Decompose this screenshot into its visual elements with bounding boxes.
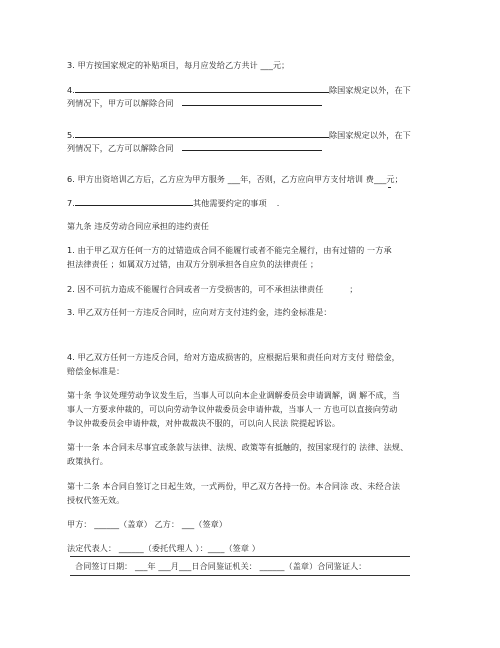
- clause-7-number: 7.: [67, 198, 75, 208]
- clause-4-line1: [67, 84, 411, 96]
- article-9-item-2: [67, 284, 358, 295]
- article-9-item-4-line2: 赔偿金标准是：: [67, 366, 125, 376]
- clause-5-line1: [67, 129, 411, 141]
- clause-5-line2: [67, 142, 322, 154]
- article-12-line2: 授权代签无效。: [67, 495, 125, 505]
- article-12-line1: 第十二条 本合同自签订之日起生效，一式两份，甲乙双方各持一份。本合同涂 改、未经合法: [67, 481, 401, 491]
- article-9-item-4-line1: 4. 甲乙双方任何一方违反合同，给对方造成损害的，应根据后果和责任向对方支付 赔偿金，: [67, 352, 400, 362]
- clause-5-text: 列情况下，乙方可以解除合同: [67, 143, 174, 153]
- signature-divider: [70, 556, 410, 557]
- clause-7-dot: .: [276, 198, 280, 208]
- article-10-line3: 争议仲裁委员会申请仲裁，对仲裁裁决不服的，可以向人民法 院提起诉讼。: [67, 418, 341, 428]
- signature-row-parties: 甲方： ______（盖章） 乙方： ___（签章）: [67, 519, 228, 529]
- clause-6-training: 6. 甲方出资培训乙方后，乙方应为甲方服务 ___年，否则，乙方应向甲方支付培训 费___元；: [67, 174, 403, 184]
- clause-4-blank: [75, 84, 329, 93]
- article-9-item-2-end: ；: [349, 284, 358, 294]
- clause-5-blank: [75, 129, 329, 138]
- signature-row-representative: 法定代表人： ______（委托代理人 ）：____（签章 ）: [67, 543, 260, 553]
- clause-7-blank: [75, 197, 193, 206]
- article-10-line2: 事人一方要求仲裁的，可以向劳动争议仲裁委员会申请仲裁，当事人一 方也可以直接向劳动: [67, 404, 398, 414]
- clause-4-line2: [67, 97, 322, 109]
- clause-5-suffix: 除国家规定以外，在下: [328, 130, 411, 140]
- article-9-item-1-line1: 1. 由于甲乙双方任何一方的过错造成合同不能履行或者不能完全履行，由有过错的 一方承: [67, 245, 392, 255]
- article-9-item-2-text: 2. 因不可抗力造成不能履行合同或者一方受损害的，可不承担法律责任: [67, 284, 324, 294]
- signature-row-date: 合同签订日期： ___年 ___月___日合同鉴证机关： ______（盖章）合同鉴证人：: [75, 561, 367, 571]
- clause-5-number: 5.: [67, 130, 75, 140]
- article-11-line2: 政策执行。: [67, 456, 108, 466]
- clause-4-text: 列情况下，甲方可以解除合同: [67, 98, 174, 108]
- article-9-item-1-line2: 担法律责任 ；如属双方过错，由双方分别承担各自应负的法律责任 ；: [67, 259, 319, 269]
- clause-4-blank-2: [182, 97, 322, 106]
- article-11-line1: 第十一条 本合同未尽事宜或条款与法律、法规、政策等有抵触的，按国家现行的 法律、法规、: [67, 442, 409, 452]
- clause-7: [67, 197, 279, 209]
- clause-4-number: 4.: [67, 85, 75, 95]
- clause-6-underline: [388, 187, 391, 188]
- clause-4-suffix: 除国家规定以外，在下: [328, 85, 411, 95]
- article-10-line1: 第十条 争议处理劳动争议发生后，当事人可以向本企业调解委员会申请调解，调 解不成，当: [67, 390, 401, 400]
- clause-3-subsidy: 3. 甲方按国家规定的补贴项目，每月应发给乙方共计 ___元；: [67, 60, 290, 70]
- article-9-heading: 第九条 违反劳动合同应承担的违约责任: [67, 221, 209, 231]
- article-9-item-3: 3. 甲乙双方任何一方违反合同时，应向对方支付违约金，违约金标准是：: [67, 307, 332, 317]
- clause-7-suffix: 其他需要约定的事项: [192, 198, 267, 208]
- signature-divider-bottom: [70, 575, 410, 576]
- clause-5-blank-2: [182, 142, 322, 151]
